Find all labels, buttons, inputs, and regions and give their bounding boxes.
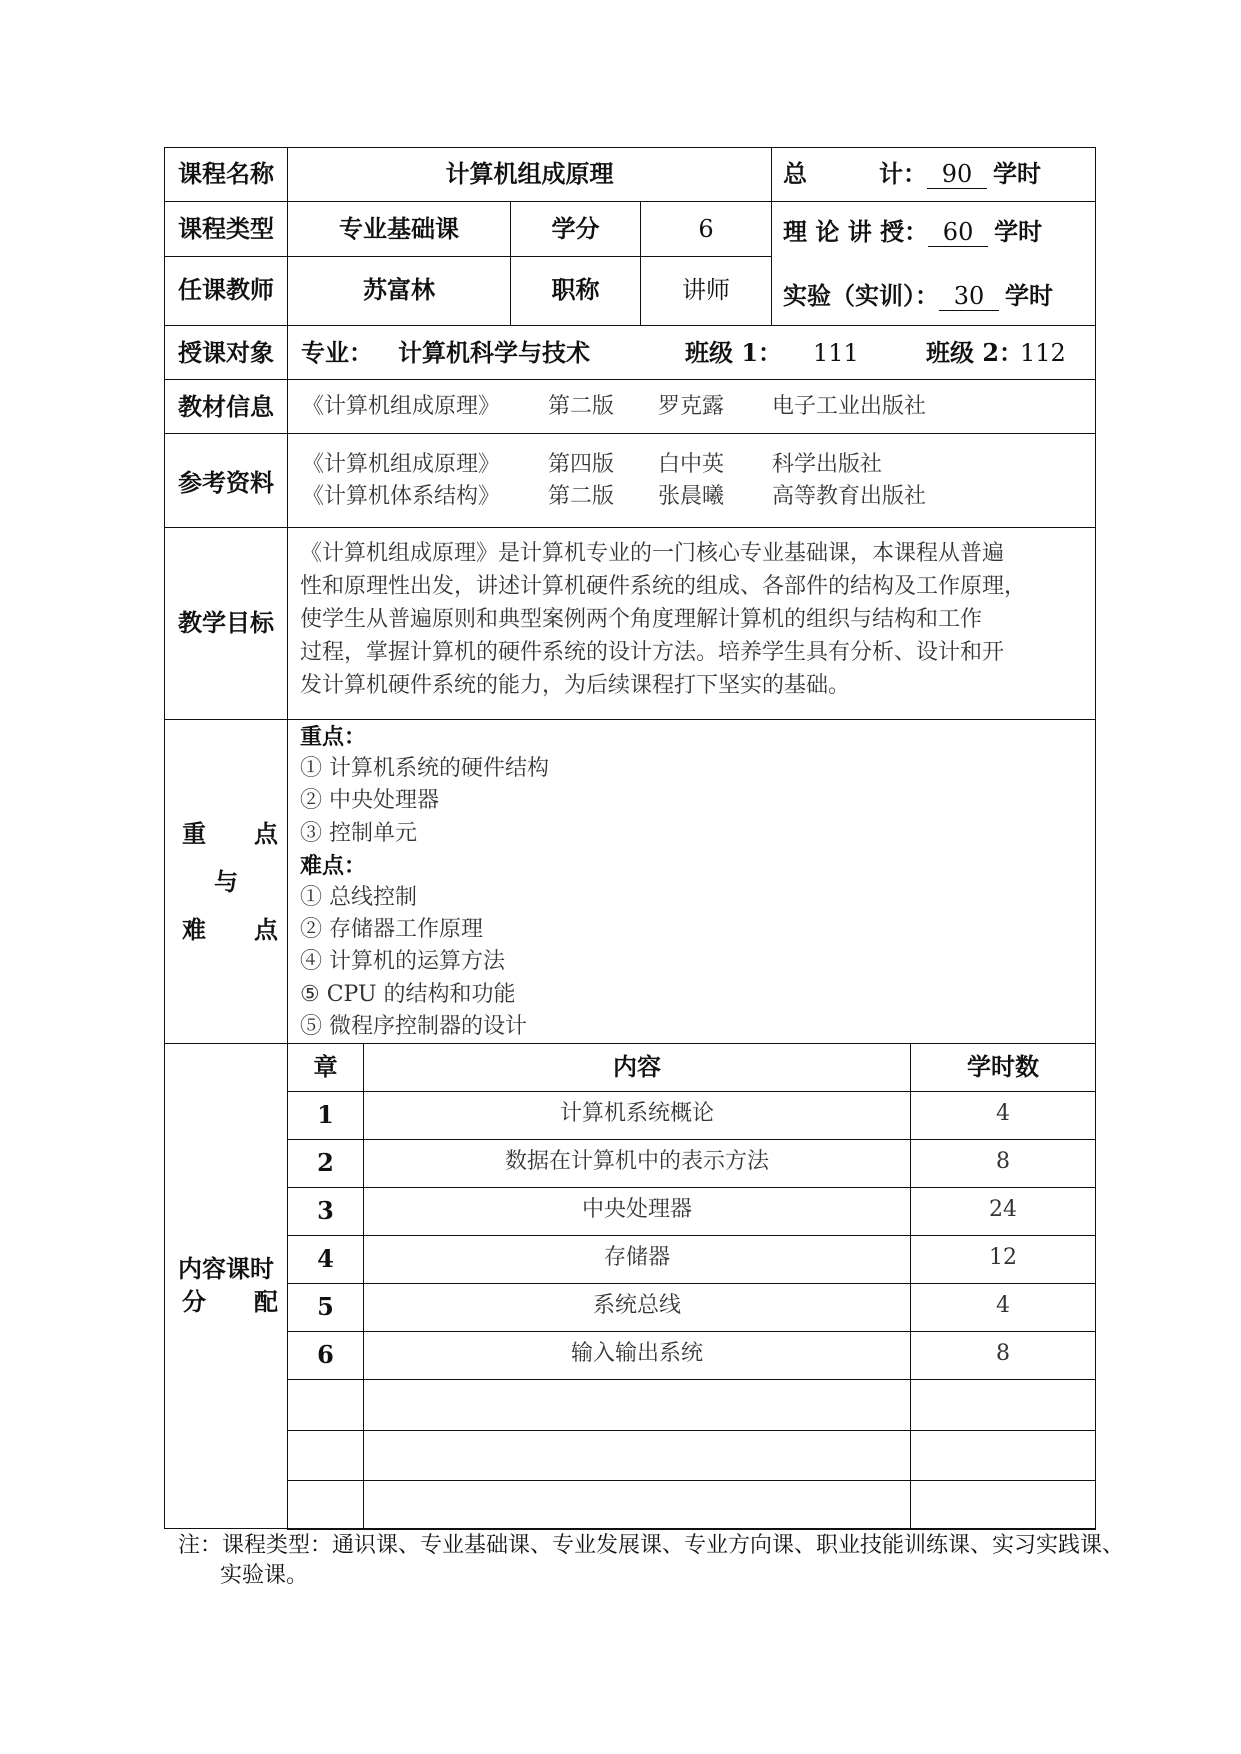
chapter-hours: 12 (989, 1245, 1017, 1270)
course-name-label: 课程名称 (178, 159, 274, 188)
difficult-item: ④ 计算机的运算方法 (300, 949, 505, 975)
chapter-hours: 8 (996, 1341, 1010, 1366)
table-header-text: 内容 (613, 1052, 661, 1081)
reference-2-publisher: 高等教育出版社 (772, 484, 927, 509)
textbook-title: 《计算机组成原理》 (302, 394, 501, 419)
class1-value: 111 (813, 339, 859, 367)
objectives-line: 使学生从普遍原则和典型案例两个角度理解计算机的组织与结构和工作 (300, 607, 983, 632)
reference-2-edition: 第二版 (548, 484, 615, 509)
course-type-label: 课程类型 (178, 214, 274, 243)
total-hours-label: 总 计： (783, 159, 927, 188)
chapter-hours: 4 (996, 1293, 1010, 1318)
class2-value: 112 (1020, 339, 1066, 367)
course-name: 计算机组成原理 (445, 159, 614, 188)
audience-label: 授课对象 (178, 338, 274, 367)
key-item: ③ 控制单元 (300, 820, 417, 846)
textbook-publisher: 电子工业出版社 (772, 394, 927, 419)
class1-label: 班级 1： (685, 338, 783, 367)
lab-hours-label: 实验（实训）： (783, 281, 939, 310)
chapter-number: 5 (317, 1292, 334, 1321)
chapter-content: 中央处理器 (581, 1197, 692, 1222)
reference-1-title: 《计算机组成原理》 (302, 452, 501, 477)
title-label: 职称 (551, 275, 600, 304)
reference-1-publisher: 科学出版社 (772, 452, 883, 477)
teacher-name: 苏富林 (363, 275, 435, 304)
teacher-label: 任课教师 (178, 275, 274, 304)
allocation-label-2: 分 配 (182, 1287, 278, 1316)
reference-1-author: 白中英 (658, 452, 725, 477)
value-cell (287, 433, 1096, 528)
footnote-line-2: 实验课。 (220, 1563, 309, 1588)
credit-label: 学分 (551, 214, 600, 243)
total-hours-line (783, 159, 1041, 189)
lab-hours-unit: 学时 (1005, 281, 1053, 310)
lab-hours-line (783, 281, 1053, 311)
table-cell (363, 1430, 911, 1481)
key-points-label-2: 与 (214, 867, 238, 896)
key-item: ① 计算机系统的硬件结构 (300, 756, 549, 782)
theory-hours-line (783, 217, 1043, 247)
theory-hours-label: 理 论 讲 授： (783, 217, 929, 246)
allocation-label-1: 内容课时 (178, 1254, 274, 1283)
chapter-content: 系统总线 (592, 1293, 681, 1318)
difficult-item: ⑤ CPU 的结构和功能 (300, 981, 516, 1007)
reference-1-edition: 第四版 (548, 452, 615, 477)
class2-label: 班级 2： (926, 338, 1024, 367)
chapter-content: 计算机系统概论 (559, 1101, 714, 1126)
key-item: ② 中央处理器 (300, 788, 439, 814)
chapter-number: 3 (317, 1196, 334, 1225)
chapter-content: 输入输出系统 (570, 1341, 703, 1366)
objectives-label: 教学目标 (178, 608, 274, 637)
table-cell (910, 1430, 1096, 1481)
reference-2-title: 《计算机体系结构》 (302, 484, 501, 509)
difficult-item: ① 总线控制 (300, 885, 417, 911)
key-points-list (300, 721, 549, 1043)
table-cell (287, 1379, 364, 1431)
chapter-hours: 4 (996, 1101, 1010, 1126)
total-hours-value: 90 (927, 162, 987, 189)
table-cell (363, 1379, 911, 1431)
references-label: 参考资料 (178, 468, 274, 497)
chapter-number: 6 (317, 1340, 334, 1369)
objectives-text (300, 537, 1026, 702)
difficult-item: ② 存储器工作原理 (300, 917, 483, 943)
table-cell (287, 1430, 364, 1481)
title-value: 讲师 (682, 276, 730, 304)
objectives-line: 发计算机硬件系统的能力，为后续课程打下坚实的基础。 (300, 673, 851, 698)
theory-hours-value: 60 (928, 220, 988, 247)
chapter-number: 2 (317, 1148, 334, 1177)
reference-2-author: 张晨曦 (658, 484, 725, 509)
objectives-line: 性和原理性出发，讲述计算机硬件系统的组成、各部件的结构及工作原理， (300, 574, 1027, 599)
major-value: 计算机科学与技术 (398, 338, 590, 367)
objectives-line: 过程，掌握计算机的硬件系统的设计方法。培养学生具有分析、设计和开 (300, 640, 1005, 665)
objectives-line: 《计算机组成原理》是计算机专业的一门核心专业基础课，本课程从普遍 (300, 541, 1005, 566)
chapter-hours: 24 (989, 1197, 1017, 1222)
footnote-line-1: 注：课程类型：通识课、专业基础课、专业发展课、专业方向课、职业技能训练课、实习实践课、 (178, 1533, 1125, 1558)
difficult-item: ⑤ 微程序控制器的设计 (300, 1013, 527, 1039)
credit-value: 6 (698, 215, 714, 243)
table-cell (363, 1480, 911, 1530)
key-points-label-1: 重 点 (182, 819, 278, 848)
table-cell (287, 1480, 364, 1530)
lab-hours-value: 30 (939, 284, 999, 311)
total-hours-unit: 学时 (993, 159, 1041, 188)
chapter-number: 1 (317, 1100, 334, 1129)
key-points-label-3: 难 点 (182, 915, 278, 944)
chapter-number: 4 (317, 1244, 334, 1273)
textbook-label: 教材信息 (178, 392, 274, 421)
key-heading: 重点： (300, 724, 367, 750)
theory-hours-unit: 学时 (994, 217, 1043, 246)
chapter-content: 数据在计算机中的表示方法 (504, 1149, 769, 1174)
table-cell (910, 1480, 1096, 1530)
course-type: 专业基础课 (339, 214, 459, 243)
table-header-text: 章 (313, 1052, 338, 1081)
table-header-text: 学时数 (967, 1052, 1039, 1081)
textbook-author: 罗克露 (658, 394, 725, 419)
table-cell (910, 1379, 1096, 1431)
major-label: 专业： (301, 338, 373, 367)
difficult-heading: 难点： (300, 852, 367, 879)
chapter-content: 存储器 (603, 1245, 670, 1270)
textbook-edition: 第二版 (548, 394, 615, 419)
chapter-hours: 8 (996, 1149, 1010, 1174)
label-cell (164, 1043, 288, 1529)
